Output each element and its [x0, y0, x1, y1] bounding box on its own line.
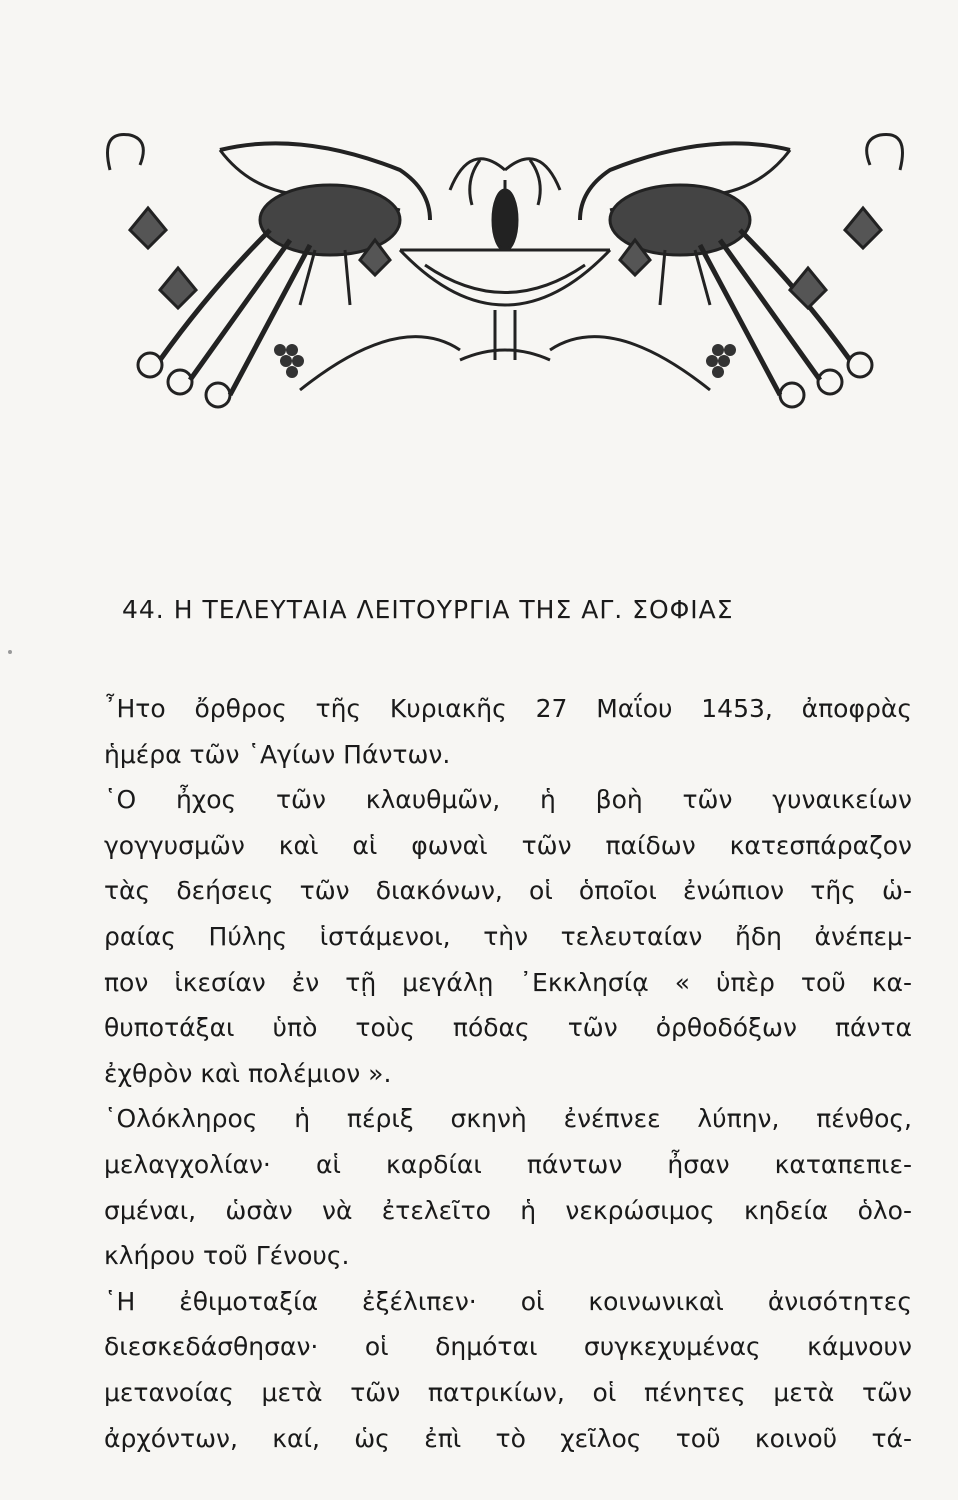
peacocks-fountain-ornament: [100, 110, 910, 410]
chapter-title: Η ΤΕΛΕΥΤΑΙΑ ΛΕΙΤΟΥΡΓΙΑ ΤΗΣ ΑΓ. ΣΟΦΙΑΣ: [173, 595, 734, 624]
text-line: μελαγχολίαν· αἱ καρδίαι πάντων ἦσαν καταπεπιε-: [104, 1149, 912, 1179]
paragraph: [104, 777, 912, 1096]
text-line: ῾Ολόκληρος ἡ πέριξ σκηνὴ ἐνέπνεε λύπην, πένθος,: [104, 1104, 912, 1134]
text-line: σμέναι, ὡσὰν νὰ ἐτελεῖτο ἡ νεκρώσιμος κηδεία ὁλο-: [104, 1195, 912, 1225]
page-smudge: [8, 650, 12, 654]
text-line: ῏Ητο ὄρθρος τῆς Κυριακῆς 27 Μαΐου 1453, ἀποφρὰς: [104, 694, 912, 723]
text-line: ῾Η ἐθιμοταξία ἐξέλιπεν· οἱ κοινωνικαὶ ἀνισότητες: [104, 1286, 912, 1316]
text-line: πον ἱκεσίαν ἐν τῇ μεγάλῃ ᾿Εκκλησίᾳ « ὑπὲρ τοῦ κα-: [104, 967, 912, 997]
text-line: μετανοίας μετὰ τῶν πατρικίων, οἱ πένητες μετὰ τῶν: [104, 1377, 912, 1407]
text-line: θυποτάξαι ὑπὸ τοὺς πόδας τῶν ὀρθοδόξων πάντα: [104, 1013, 912, 1043]
paragraph: [104, 686, 912, 777]
text-line: ἐχθρὸν καὶ πολέμιον ».: [104, 1058, 392, 1088]
text-line: ἀρχόντων, καί, ὡς ἐπὶ τὸ χεῖλος τοῦ κοινοῦ τά-: [104, 1423, 912, 1453]
text-line: ραίας Πύλης ἱστάμενοι, τὴν τελευταίαν ἤδη ἀνέπεμ-: [104, 921, 912, 951]
text-line: τὰς δεήσεις τῶν διακόνων, οἱ ὁποῖοι ἐνώπιον τῆς ὡ-: [104, 876, 912, 906]
text-line: διεσκεδάσθησαν· οἱ δημόται συγκεχυμένας κάμνουν: [104, 1332, 912, 1362]
text-line: ῾Ο ἦχος τῶν κλαυθμῶν, ἡ βοὴ τῶν γυναικείων: [104, 785, 912, 815]
text-line: γογγυσμῶν καὶ αἱ φωναὶ τῶν παίδων κατεσπάραζον: [104, 830, 912, 860]
text-line: ἡμέρα τῶν ῾Αγίων Πάντων.: [104, 739, 451, 769]
paragraph: [104, 1279, 912, 1461]
text-line: κλήρου τοῦ Γένους.: [104, 1241, 350, 1271]
chapter-number: 44.: [122, 595, 165, 624]
body-text: [104, 686, 912, 1461]
paragraph: [104, 1096, 912, 1278]
chapter-heading: [122, 595, 902, 624]
